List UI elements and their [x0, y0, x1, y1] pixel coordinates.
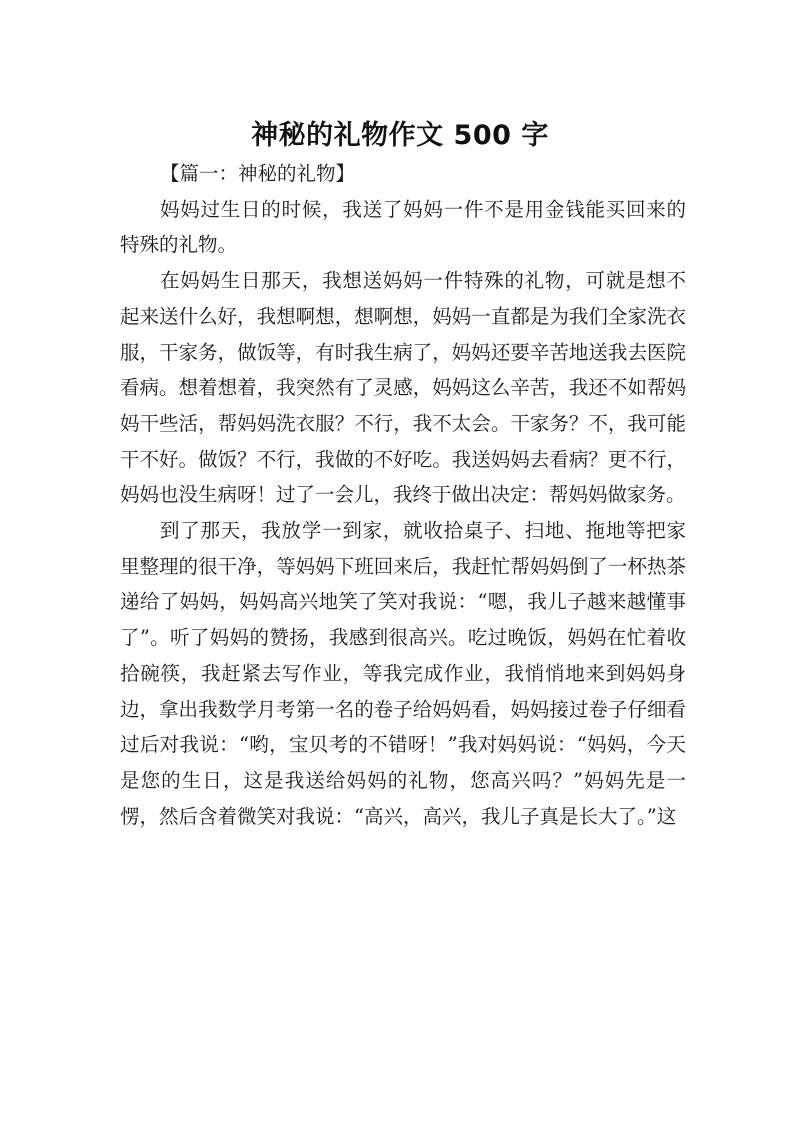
- paragraph-1: 妈妈过生日的时候，我送了妈妈一件不是用金钱能买回来的特殊的礼物。: [120, 197, 686, 257]
- section-heading: 【篇一：神秘的礼物】: [160, 162, 356, 185]
- page-title: 神秘的礼物作文 500 字: [251, 120, 549, 152]
- paragraph-3: 到了那天，我放学一到家，就收拾桌子、扫地、拖地等把家里整理的很干净，等妈妈下班回来后，我赶忙帮妈妈倒了一杯热茶递给了妈妈，妈妈高兴地笑了笑对我说：“嗯，我儿子越来越懂事了”。听了妈妈的赞扬，我感到很高兴。吃过晚饭，妈妈在忙着收拾碗筷，我赶紧去写作业，等我完成作业，我悄悄地来到妈妈身边，拿出我数学月考第一名的卷子给妈妈看，妈妈接过卷子仔细看过后对我说：“哟，宝贝考的不错呀！”我对妈妈说：“妈妈，今天是您的生日，这是我送给妈妈的礼物，您高兴吗？”妈妈先是一愣，然后含着微笑对我说：“高兴，高兴，我儿子真是长大了。”这: [120, 519, 686, 828]
- document-body: [120, 156, 686, 834]
- paragraph-2: 在妈妈生日那天，我想送妈妈一件特殊的礼物，可就是想不起来送什么好，我想啊想，想啊想，妈妈一直都是为我们全家洗衣服，干家务，做饭等，有时我生病了，妈妈还要辛苦地送我去医院看病。想着想着，我突然有了灵感，妈妈这么辛苦，我还不如帮妈妈干些活，帮妈妈洗衣服？不行，我不太会。干家务？不，我可能干不好。做饭？不行，我做的不好吃。我送妈妈去看病？更不行，妈妈也没生病呀！过了一会儿，我终于做出决定：帮妈妈做家务。: [120, 269, 686, 507]
